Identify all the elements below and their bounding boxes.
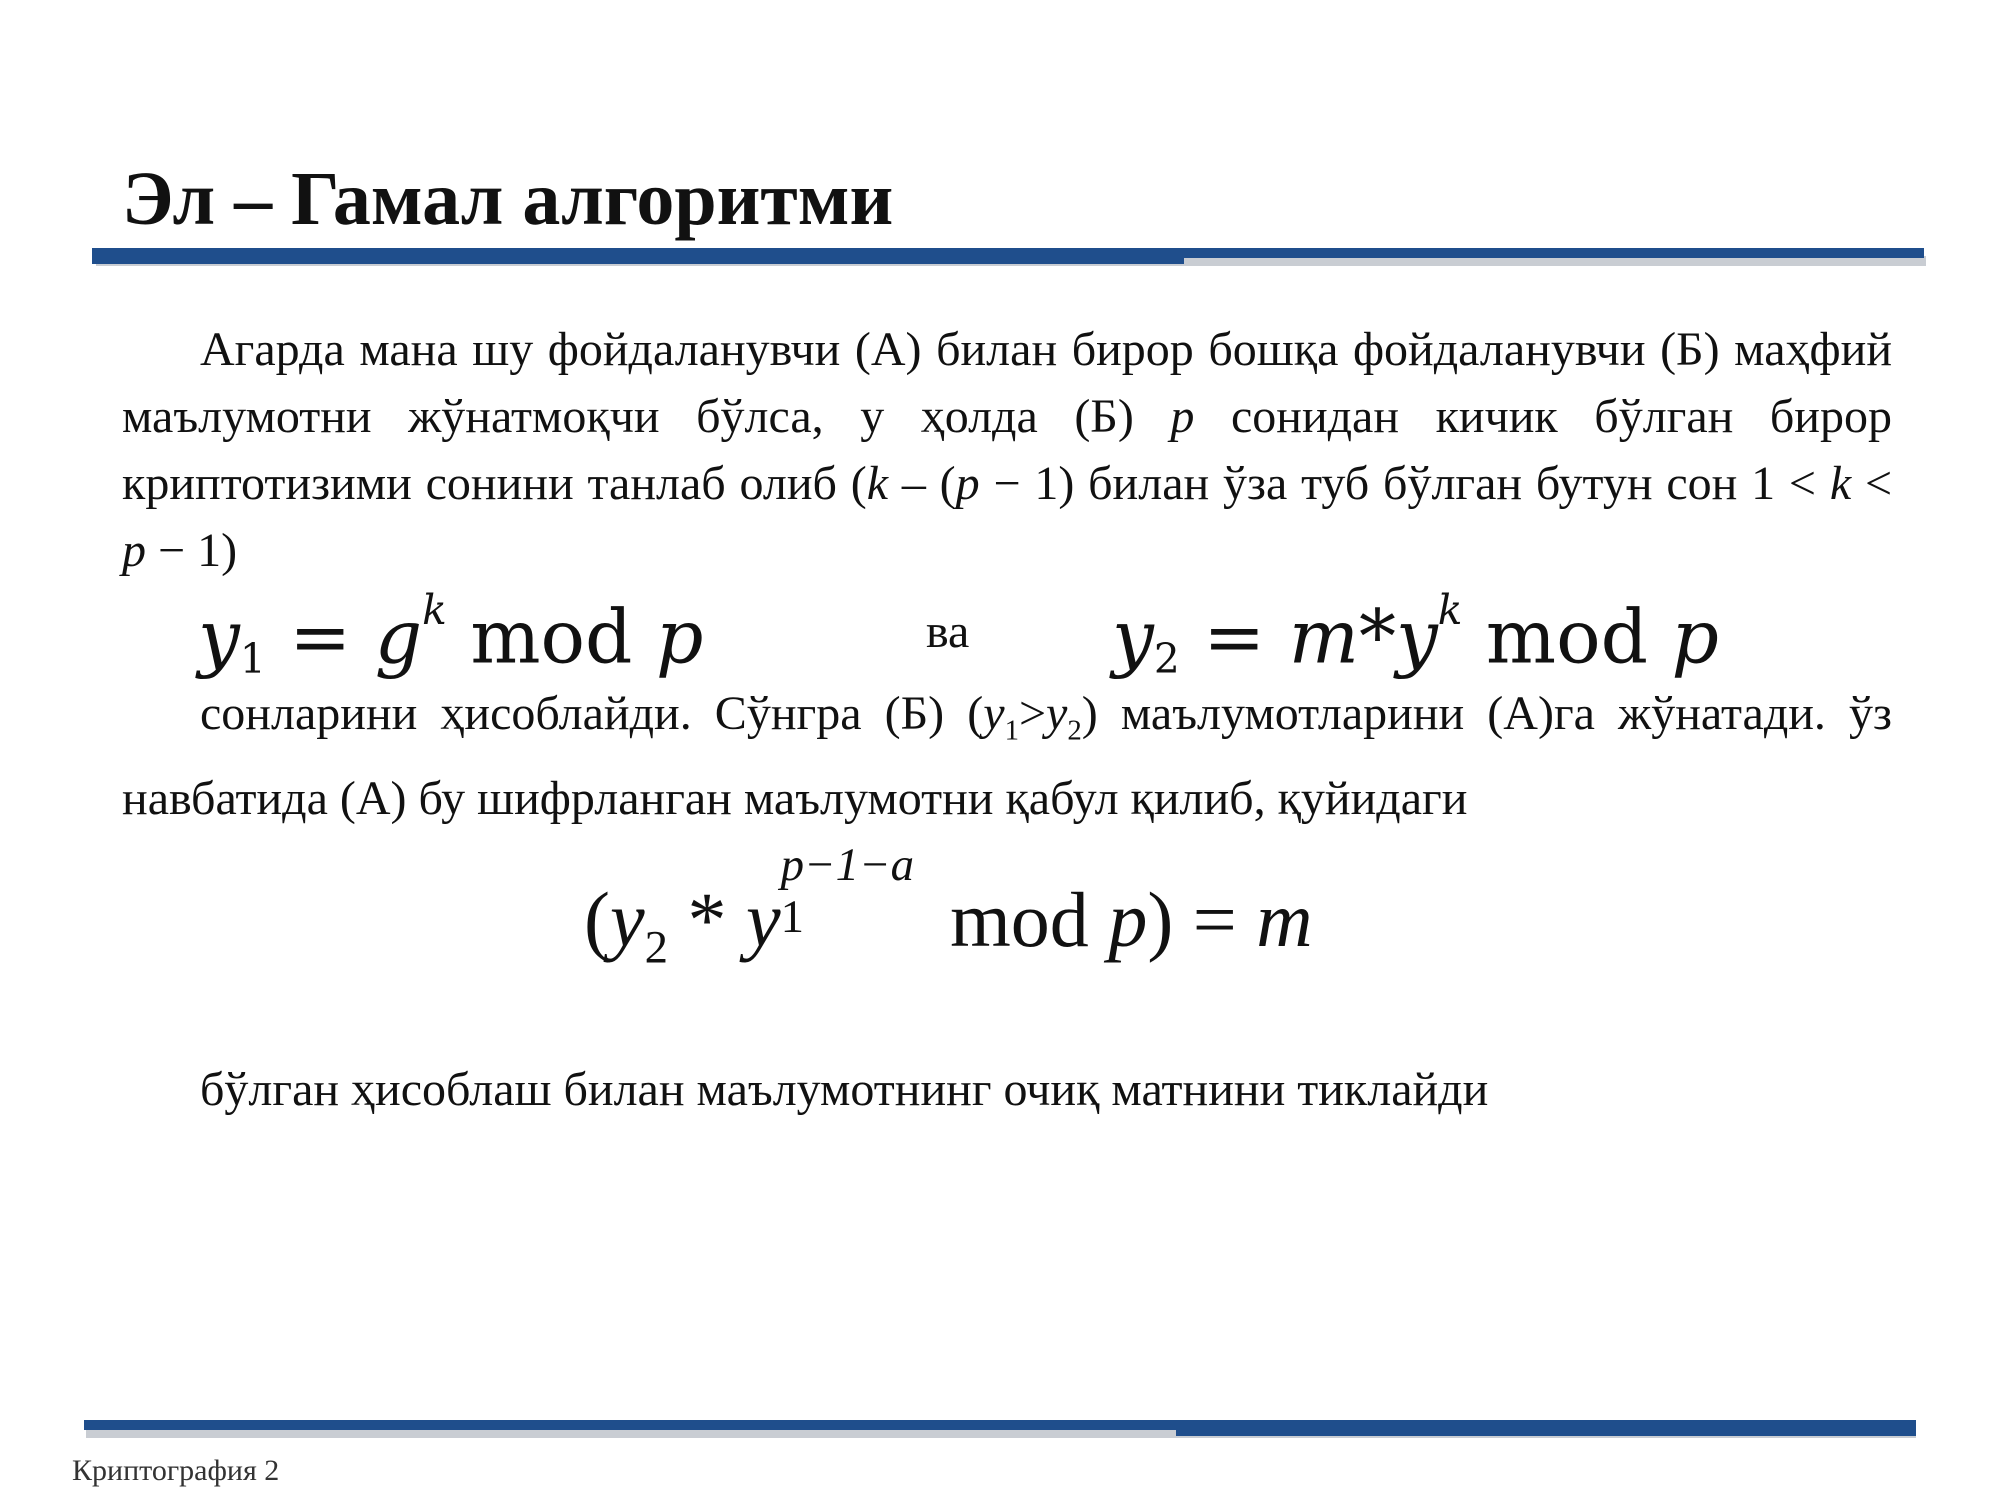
formula-connector: ва: [926, 605, 970, 658]
text-run: – (: [888, 457, 956, 510]
superscript: k: [1437, 586, 1463, 634]
math-var-p: p: [955, 457, 980, 510]
math-var-p: p: [1108, 876, 1148, 963]
mod-operator: mod: [1462, 594, 1672, 681]
footer-divider: [84, 1420, 1916, 1440]
math-var-p: p: [122, 524, 146, 577]
footer-divider-right: [1176, 1420, 1916, 1436]
subscript: 2: [644, 921, 669, 974]
math-var-y: y: [746, 876, 781, 963]
subscript: 2: [1067, 714, 1082, 747]
math-var-y: y: [1112, 594, 1154, 681]
multiply-sign: *: [1358, 594, 1396, 681]
paragraph-exchange: [122, 680, 1892, 832]
math-var-m: m: [1288, 594, 1359, 681]
math-var-y: y: [983, 687, 1005, 740]
paragraph-intro: [122, 316, 1892, 584]
formula-y1: [198, 586, 704, 683]
sup-sub-stack: [780, 839, 931, 946]
superscript: p−1−a: [780, 839, 914, 892]
paragraph-conclusion: [122, 1056, 1892, 1123]
paren-open: (: [584, 876, 610, 963]
superscript: k: [422, 586, 447, 634]
math-var-y: y: [1046, 687, 1068, 740]
text-run: бўлган ҳисоблаш билан маълумотнинг очиқ матнини тиклайди: [200, 1063, 1489, 1116]
text-run: сонларини ҳисоблайди. Сўнгра (Б) (: [200, 687, 984, 740]
math-var-y: y: [1395, 594, 1438, 681]
greater-sign: >: [1018, 687, 1047, 740]
text-run: Агарда мана шу фойдаланувчи (А) билан бирор бошқа фойдаланувчи (Б) маҳфий маълумотни жўнатмоқчи бўлса, у ҳолда (Б): [122, 323, 1892, 443]
math-var-p: p: [655, 594, 704, 681]
formula-y2: [1112, 586, 1719, 683]
mod-operator: mod: [446, 594, 656, 681]
subscript: 1: [1004, 714, 1019, 747]
equals-sign: =: [265, 594, 375, 681]
paren-close-equals: ) =: [1147, 876, 1257, 963]
text-run: сонидан кичик бўлган бирор криптотизими сонини танлаб олиб (: [122, 390, 1892, 510]
math-var-k: k: [866, 457, 889, 510]
text-run: <: [1851, 457, 1893, 510]
formula-decrypt: [584, 839, 1313, 974]
math-var-k: k: [1829, 457, 1852, 510]
title-divider-right: [1184, 248, 1924, 258]
math-var-y: y: [198, 594, 240, 681]
subscript: 1: [239, 634, 266, 683]
math-var-p: p: [1671, 594, 1719, 681]
math-var-g: g: [374, 594, 423, 681]
slide-title: Эл – Гамал алгоритми: [122, 156, 894, 241]
mod-operator: mod: [930, 876, 1109, 963]
subscript: 2: [1153, 634, 1180, 683]
text-run: − 1): [146, 524, 238, 577]
subscript: 1: [780, 890, 805, 943]
text-run: ) маълумотларини (А)га жўнатади. ўз навбатида (А) бу шифрланган маълумотни қабул қилиб, қуйидаги: [122, 687, 1893, 825]
footer-divider-left: [84, 1420, 1176, 1430]
formula-row: [0, 586, 2000, 683]
math-var-p: p: [1170, 390, 1195, 443]
title-divider: [92, 248, 1924, 268]
text-run: − 1) билан ўза туб бўлган бутун сон 1 <: [979, 457, 1830, 510]
slide-footer: Криптография 2: [72, 1454, 280, 1487]
math-var-m: m: [1256, 876, 1313, 963]
title-divider-left: [92, 248, 1184, 264]
multiply-sign: *: [668, 876, 747, 963]
equals-sign: =: [1179, 594, 1289, 681]
math-var-y: y: [609, 876, 645, 963]
